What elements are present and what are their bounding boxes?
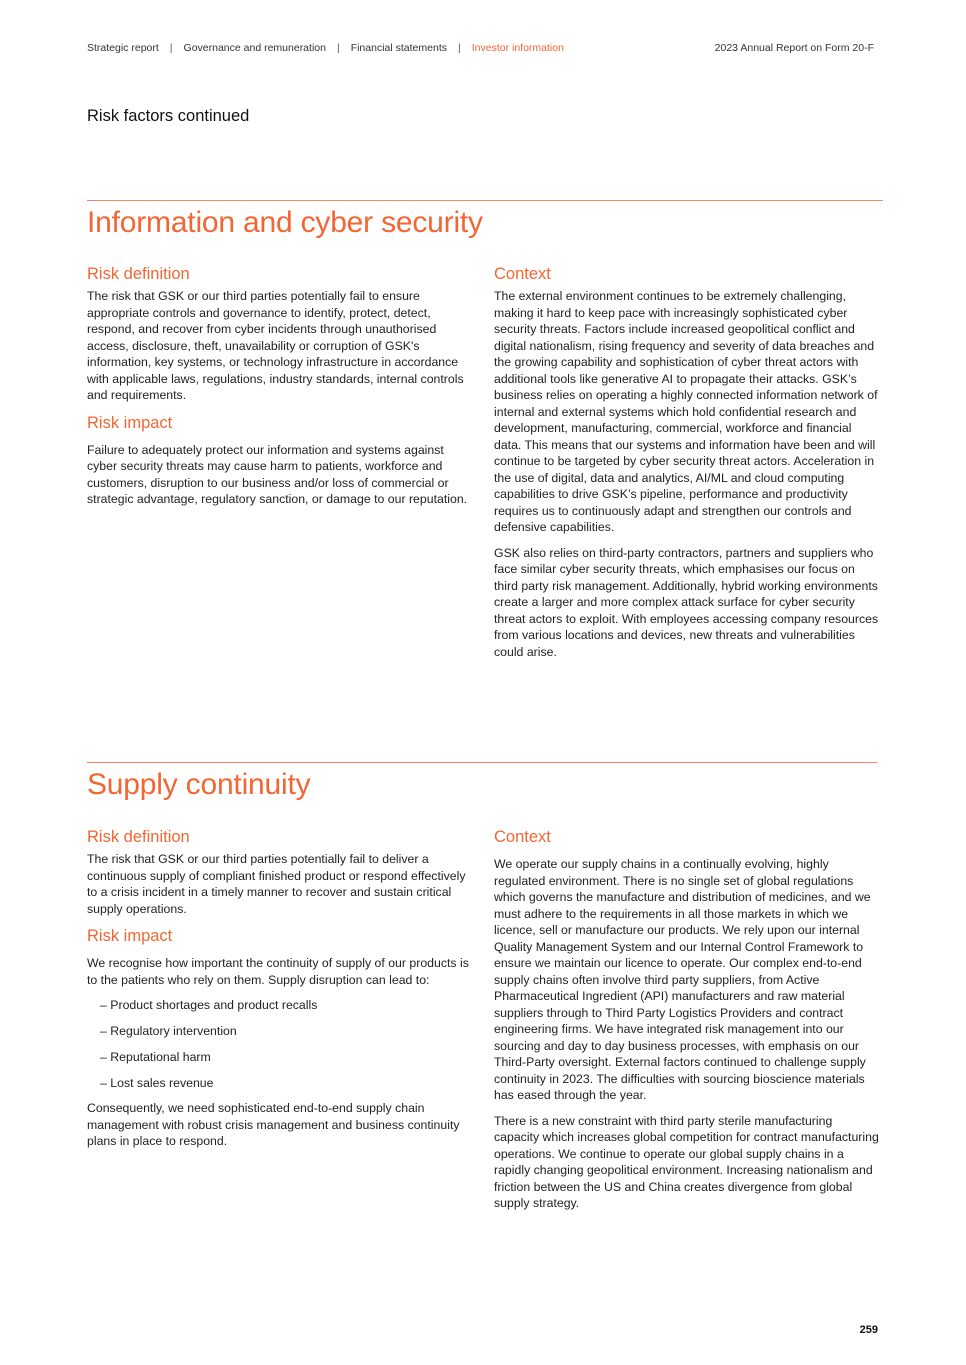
nav-link-strategic-report[interactable]: Strategic report (87, 42, 159, 54)
risk-impact-heading: Risk impact (87, 413, 173, 432)
nav-link-investor-information[interactable]: Investor information (471, 42, 564, 54)
risk-impact-text: Failure to adequately protect our information and systems against cyber security threats may cause harm to patients, workforce and customers, disruption to our business and/or loss of commercial or strategic advantage, regulatory sanction, or damage to our reputation. (87, 442, 468, 506)
section-title-supply-continuity: Supply continuity (87, 768, 311, 801)
list-item: – Product shortages and product recalls (100, 997, 473, 1014)
risk-definition-heading: Risk definition (87, 828, 190, 846)
risk-impact-text: We recognise how important the continuity of supply of our products is to the patients who rely on them. Supply disruption can lead to: (87, 956, 469, 987)
page-kicker: Risk factors continued (87, 107, 250, 125)
nav-link-governance[interactable]: Governance and remuneration (183, 42, 326, 54)
cyber-right-column (494, 264, 880, 660)
breadcrumb-nav (87, 42, 564, 54)
list-item: – Regulatory intervention (100, 1023, 473, 1040)
context-paragraph: We operate our supply chains in a continually evolving, highly regulated environment. There is no single set of global regulations which governs the manufacture and distribution of medicines, and we must adhere to the requirements in all those markets in which we licence, sell or manufacture our products. We rely upon our internal Quality Management System and our Internal Control Framework to ensure we maintain our licence to operate. Our complex end-to-end supply chains often involve third party suppliers, from Active Pharmaceutical Ingredient (API) manufacturers and raw material suppliers through to Third Party Logistics Providers and contract engineering firms. We have integrated risk management into our sourcing and day to day business processes, with emphasis on our Third-Party oversight. External factors continued to challenge supply continuity in 2023. The difficulties with sourcing bioscience materials has eased through the year. (494, 857, 871, 1102)
nav-separator: | (457, 42, 461, 54)
supply-left-column (87, 827, 473, 1150)
context-paragraph: GSK also relies on third-party contractors, partners and suppliers who face similar cyber security threats, which emphasises our focus on third party risk management. Additionally, hybrid working environments create a larger and more complex attack surface for cyber security threat actors to exploit. With employees accessing company resources from various locations and devices, new threats and vulnerabilities could arise. (494, 545, 879, 659)
context-heading: Context (494, 265, 551, 283)
section-divider (87, 200, 883, 201)
risk-definition-text: The risk that GSK or our third parties potentially fail to deliver a continuous supply of compliant finished product or respond effectively to a crisis incident in a timely manner to recover and sustain critical supply operations. (87, 852, 466, 916)
list-item: – Reputational harm (100, 1049, 473, 1066)
page-number: 259 (859, 1324, 878, 1336)
context-heading: Context (494, 828, 551, 846)
context-paragraph: The external environment continues to be extremely challenging, making it hard to keep pace with increasingly sophisticated cyber security threats. Factors include increased geopolitical conflict and digital nationalism, rising frequency and severity of data breaches and the growing capability and sophistication of cyber threat actors with additional tools like generative AI to propagate their attacks. GSK’s business relies on operating a highly connected information network of internal and external systems which hold confidential research and development, manufacturing, commercial, workforce and financial data. This means that our systems and information have been and will continue to be targeted by cyber security threat actors. Acceleration in the use of digital, data and analytics, AI/ML and cloud computing capabilities to drive GSK’s pipeline, performance and productivity requires us to continuously adapt and strengthen our controls and defensive capabilities. (494, 289, 878, 534)
section-divider (87, 762, 877, 763)
nav-separator: | (169, 42, 173, 54)
nav-separator: | (336, 42, 340, 54)
context-paragraph: There is a new constraint with third party sterile manufacturing capacity which increases global competition for contract manufacturing operations. We continue to operate our global supply chains in a rapidly changing geopolitical environment. Increasing nationalism and friction between the US and China creates divergence from global supply strategy. (494, 1113, 879, 1210)
risk-definition-heading: Risk definition (87, 265, 190, 283)
section-title-cyber-security: Information and cyber security (87, 206, 483, 239)
nav-link-financial-statements[interactable]: Financial statements (350, 42, 447, 54)
list-item: – Lost sales revenue (100, 1075, 473, 1092)
impact-list (87, 997, 473, 1092)
report-title: 2023 Annual Report on Form 20-F (714, 42, 874, 54)
risk-definition-text: The risk that GSK or our third parties potentially fail to ensure appropriate controls and governance to identify, protect, detect, respond, and recover from cyber incidents through unauthorised access, disclosure, theft, unavailability or corruption of GSK's information, key systems, or technology infrastructure in accordance with applicable laws, regulations, industry standards, internal controls and requirements. (87, 289, 464, 402)
closing-text: Consequently, we need sophisticated end-to-end supply chain management with robust crisis management and business continuity plans in place to respond. (87, 1101, 460, 1148)
risk-impact-heading: Risk impact (87, 927, 173, 945)
supply-right-column (494, 827, 880, 1212)
cyber-left-column (87, 264, 473, 508)
